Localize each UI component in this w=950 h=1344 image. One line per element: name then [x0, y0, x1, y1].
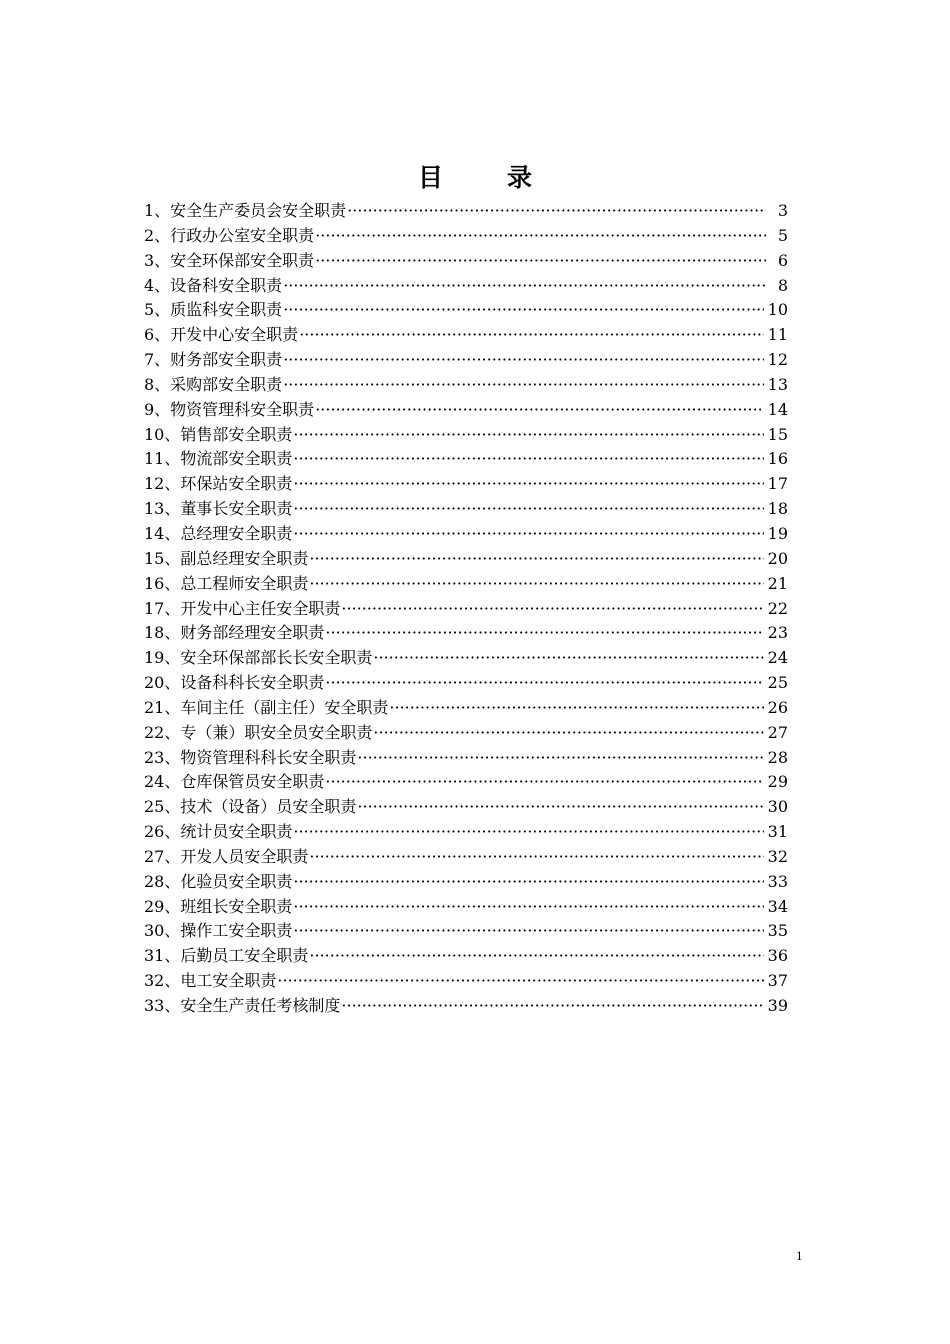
- toc-entry-label: 24、仓库保管员安全职责: [144, 772, 325, 792]
- toc-leader-dots: [309, 845, 763, 870]
- toc-entry-label: 5、质监科安全职责: [144, 300, 283, 320]
- toc-entry-label: 17、开发中心主任安全职责: [144, 598, 341, 618]
- toc-entry[interactable]: [144, 373, 788, 398]
- toc-entry-label: 13、董事长安全职责: [144, 499, 293, 519]
- toc-leader-dots: [293, 497, 763, 522]
- toc-entry-label: 31、后勤员工安全职责: [144, 946, 309, 966]
- toc-leader-dots: [325, 671, 763, 696]
- toc-leader-dots: [315, 249, 766, 274]
- toc-entry-page: 21: [767, 573, 788, 593]
- toc-entry-page: 3: [777, 201, 788, 220]
- toc-entry[interactable]: [144, 423, 788, 448]
- toc-leader-dots: [283, 373, 763, 398]
- toc-entry-page: 32: [767, 846, 788, 866]
- toc-entry[interactable]: [144, 323, 788, 348]
- toc-entry-page: 12: [767, 350, 788, 370]
- toc-leader-dots: [341, 994, 763, 1019]
- toc-entry-label: 18、财务部经理安全职责: [144, 623, 325, 643]
- toc-entry[interactable]: [144, 597, 788, 622]
- toc-entry-page: 13: [767, 374, 788, 394]
- toc-leader-dots: [315, 224, 766, 249]
- toc-entry[interactable]: [144, 497, 788, 522]
- toc-entry-label: 2、行政办公室安全职责: [144, 225, 315, 245]
- toc-entry[interactable]: [144, 671, 788, 696]
- toc-leader-dots: [293, 870, 763, 895]
- toc-entry-page: 20: [767, 548, 788, 568]
- toc-entry-label: 8、采购部安全职责: [144, 374, 283, 394]
- toc-entry-page: 29: [767, 772, 788, 792]
- toc-entry-label: 7、财务部安全职责: [144, 350, 283, 370]
- toc-entry-label: 10、销售部安全职责: [144, 424, 293, 444]
- toc-entry-page: 6: [777, 250, 788, 270]
- title-char-2: 录: [507, 163, 533, 192]
- page-title: [0, 158, 950, 194]
- toc-leader-dots: [347, 199, 766, 224]
- toc-entry-label: 6、开发中心安全职责: [144, 325, 299, 345]
- toc-entry-label: 11、物流部安全职责: [144, 449, 293, 469]
- toc-entry-page: 15: [767, 424, 788, 444]
- toc-entry[interactable]: [144, 249, 788, 274]
- toc-leader-dots: [309, 944, 763, 969]
- toc-entry-page: 34: [767, 896, 788, 916]
- toc-entry-page: 23: [767, 623, 788, 643]
- toc-leader-dots: [293, 895, 763, 920]
- toc-leader-dots: [325, 770, 763, 795]
- toc-entry-label: 28、化验员安全职责: [144, 871, 293, 891]
- toc-entry-page: 35: [767, 921, 788, 941]
- toc-entry-label: 20、设备科科长安全职责: [144, 673, 325, 693]
- toc-entry-page: 30: [767, 797, 788, 817]
- toc-leader-dots: [293, 423, 763, 448]
- toc-entry-page: 16: [767, 449, 788, 469]
- toc-leader-dots: [357, 746, 763, 771]
- toc-leader-dots: [373, 646, 763, 671]
- toc-entry-page: 36: [767, 946, 788, 966]
- toc-entry-page: 28: [767, 747, 788, 767]
- toc-entry[interactable]: [144, 621, 788, 646]
- toc-entry-label: 27、开发人员安全职责: [144, 846, 309, 866]
- toc-leader-dots: [283, 348, 763, 373]
- toc-entry[interactable]: [144, 547, 788, 572]
- toc-entry-page: 8: [777, 275, 788, 295]
- toc-leader-dots: [309, 572, 763, 597]
- toc-entry[interactable]: [144, 721, 788, 746]
- toc-entry[interactable]: [144, 348, 788, 373]
- toc-leader-dots: [357, 795, 763, 820]
- toc-entry-label: 30、操作工安全职责: [144, 921, 293, 941]
- toc-leader-dots: [309, 547, 763, 572]
- toc-entry[interactable]: [144, 696, 788, 721]
- toc-leader-dots: [293, 820, 763, 845]
- toc-entry-label: 4、设备科安全职责: [144, 275, 283, 295]
- toc-leader-dots: [325, 621, 763, 646]
- toc-entry-label: 22、专（兼）职安全员安全职责: [144, 722, 373, 742]
- toc-entry-label: 14、总经理安全职责: [144, 523, 293, 543]
- toc-entry-label: 1、安全生产委员会安全职责: [144, 201, 347, 220]
- toc-entry-page: 33: [767, 871, 788, 891]
- toc-entry[interactable]: [144, 870, 788, 895]
- toc-entry[interactable]: [144, 646, 788, 671]
- toc-leader-dots: [293, 522, 763, 547]
- toc-leader-dots: [293, 472, 763, 497]
- toc-leader-dots: [373, 721, 763, 746]
- toc-entry-label: 21、车间主任（副主任）安全职责: [144, 697, 389, 717]
- toc-leader-dots: [283, 274, 766, 299]
- toc-entry-page: 10: [767, 300, 788, 320]
- toc-entry-label: 3、安全环保部安全职责: [144, 250, 315, 270]
- toc-entry-page: 19: [767, 523, 788, 543]
- toc-leader-dots: [341, 597, 763, 622]
- toc-entry-label: 12、环保站安全职责: [144, 474, 293, 494]
- toc-entry[interactable]: [144, 994, 788, 1019]
- toc-entry[interactable]: [144, 472, 788, 497]
- toc-entry[interactable]: [144, 895, 788, 920]
- toc-leader-dots: [293, 447, 763, 472]
- toc-entry-label: 32、电工安全职责: [144, 971, 277, 991]
- toc-entry-label: 29、班组长安全职责: [144, 896, 293, 916]
- toc-entry[interactable]: [144, 845, 788, 870]
- toc-entry[interactable]: [144, 795, 788, 820]
- toc-entry-label: 25、技术（设备）员安全职责: [144, 797, 357, 817]
- toc-leader-dots: [299, 323, 763, 348]
- toc-entry[interactable]: [144, 770, 788, 795]
- toc-entry[interactable]: [144, 820, 788, 845]
- toc-leader-dots: [283, 298, 763, 323]
- toc-entry[interactable]: [144, 224, 788, 249]
- page-number: 1: [796, 1248, 803, 1263]
- toc-entry[interactable]: [144, 944, 788, 969]
- toc-entry-page: 31: [767, 822, 788, 842]
- table-of-contents: [144, 199, 788, 1019]
- toc-leader-dots: [315, 398, 763, 423]
- toc-entry-page: 18: [767, 499, 788, 519]
- toc-entry-page: 5: [777, 225, 788, 245]
- toc-entry[interactable]: [144, 298, 788, 323]
- toc-entry-label: 15、副总经理安全职责: [144, 548, 309, 568]
- toc-entry-label: 26、统计员安全职责: [144, 822, 293, 842]
- toc-entry-page: 24: [767, 648, 788, 668]
- toc-entry-page: 11: [767, 325, 788, 345]
- toc-entry[interactable]: [144, 447, 788, 472]
- toc-entry-page: 39: [767, 996, 788, 1015]
- toc-leader-dots: [277, 969, 763, 994]
- toc-leader-dots: [293, 919, 763, 944]
- toc-entry[interactable]: [144, 522, 788, 547]
- toc-entry-label: 19、安全环保部部长长安全职责: [144, 648, 373, 668]
- toc-entry-page: 25: [767, 673, 788, 693]
- toc-entry-page: 17: [767, 474, 788, 494]
- toc-entry[interactable]: [144, 398, 788, 423]
- toc-entry[interactable]: [144, 969, 788, 994]
- toc-entry-page: 22: [767, 598, 788, 618]
- toc-entry-page: 26: [767, 697, 788, 717]
- toc-entry-label: 23、物资管理科科长安全职责: [144, 747, 357, 767]
- toc-entry-label: 9、物资管理科安全职责: [144, 399, 315, 419]
- title-char-1: 目: [417, 163, 443, 192]
- toc-entry-page: 37: [767, 971, 788, 991]
- toc-entry[interactable]: [144, 919, 788, 944]
- toc-entry-label: 33、安全生产责任考核制度: [144, 996, 341, 1015]
- toc-entry[interactable]: [144, 199, 788, 224]
- toc-entry-page: 27: [767, 722, 788, 742]
- toc-entry[interactable]: [144, 572, 788, 597]
- toc-entry-page: 14: [767, 399, 788, 419]
- toc-leader-dots: [389, 696, 763, 721]
- toc-entry[interactable]: [144, 746, 788, 771]
- toc-entry[interactable]: [144, 274, 788, 299]
- toc-entry-label: 16、总工程师安全职责: [144, 573, 309, 593]
